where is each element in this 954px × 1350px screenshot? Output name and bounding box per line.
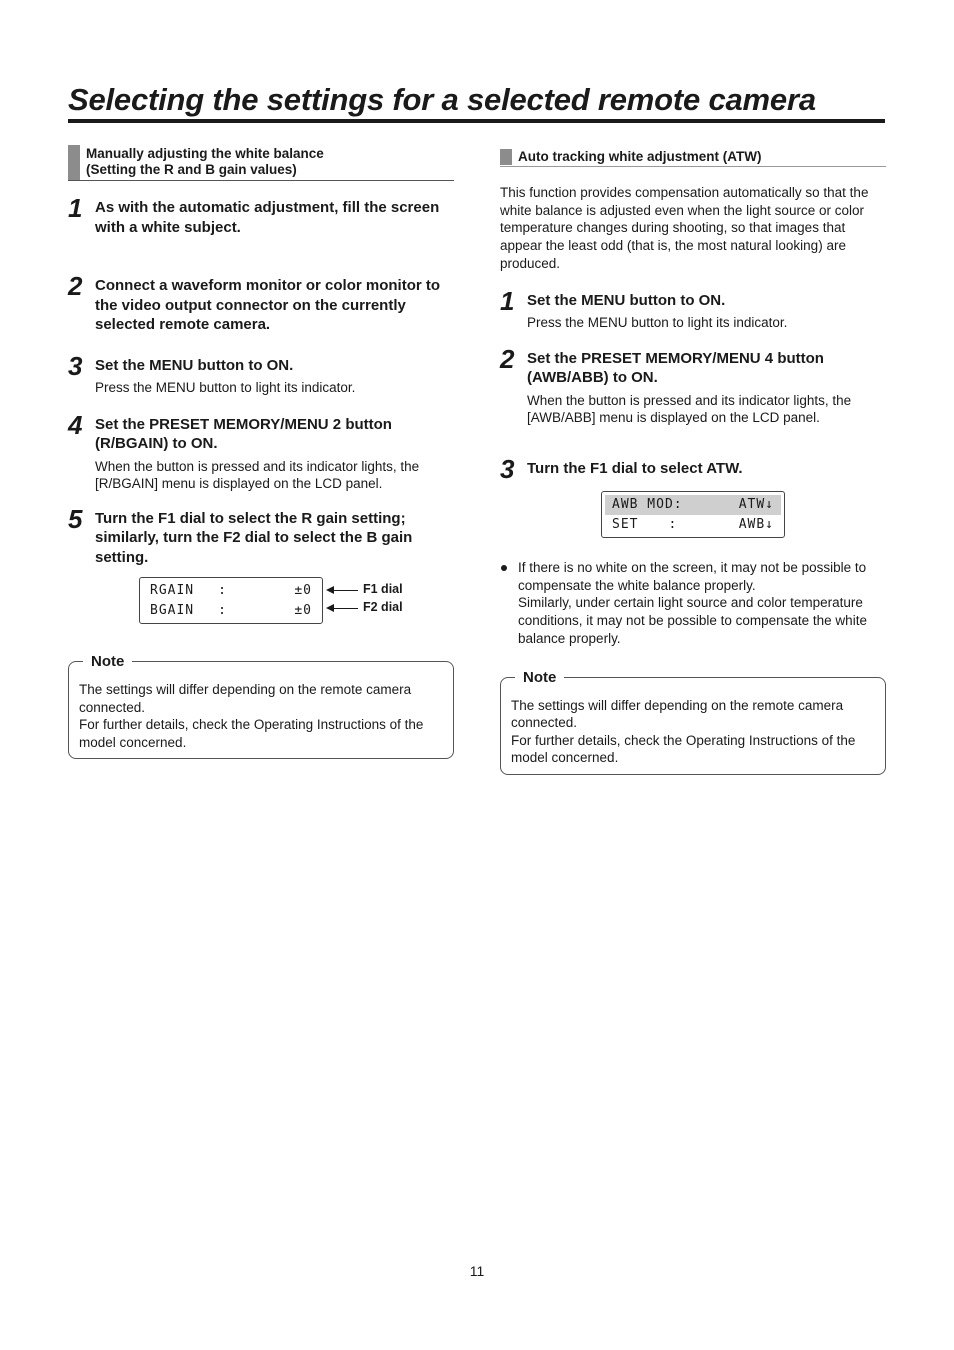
- lcd-label-awb-mode: AWB MOD:: [612, 497, 683, 513]
- step-1: [68, 193, 454, 237]
- step-description: When the button is pressed and its indicator lights, the [AWB/ABB] menu is displayed on the LCD panel.: [527, 392, 852, 426]
- step-2: [68, 271, 454, 335]
- lcd-separator: :: [668, 517, 678, 533]
- f1-dial-arrow: [328, 590, 358, 591]
- lcd-figure-rbgain: [68, 577, 454, 625]
- note-text: For further details, check the Operating Instructions of the model concerned.: [79, 717, 424, 750]
- step-number: 3: [68, 350, 83, 381]
- step-heading: Turn the F1 dial to select the R gain setting; similarly, turn the F2 dial to select the B gain setting.: [95, 509, 413, 566]
- step-number: 4: [68, 409, 83, 440]
- lcd-row-rgain: [150, 581, 312, 601]
- lcd-row-awb-mode: [605, 495, 781, 515]
- section-heading-atw: [500, 147, 886, 167]
- lcd-label-rgain: RGAIN: [150, 583, 195, 598]
- step-heading: Set the PRESET MEMORY/MENU 2 button (R/BGAIN) to ON.: [95, 415, 392, 452]
- step-number: 2: [68, 271, 83, 301]
- step-number: 1: [500, 285, 515, 316]
- bullet-text: Similarly, under certain light source and color temperature conditions, it may not be possible to compensate the white balance properly.: [518, 595, 867, 646]
- step-number: 1: [68, 193, 83, 223]
- step-4: [68, 409, 454, 493]
- step-heading: As with the automatic adjustment, fill the screen with a white subject.: [95, 199, 440, 236]
- lcd-label-set: SET: [612, 517, 639, 533]
- step-description: Press the MENU button to light its indicator.: [95, 380, 356, 395]
- lcd-value-bgain: ±0: [294, 603, 312, 618]
- step-2: [500, 343, 886, 427]
- step-1: [500, 285, 886, 332]
- note-text: The settings will differ depending on the remote camera connected.: [511, 697, 844, 731]
- section-marker: [68, 145, 80, 180]
- right-column: [500, 145, 886, 775]
- bullet-text: If there is no white on the screen, it may not be possible to compensate the white balance properly.: [518, 560, 867, 593]
- lcd-value-rgain: ±0: [294, 583, 312, 598]
- section-heading-line2: (Setting the R and B gain values): [86, 162, 297, 177]
- step-heading: Turn the F1 dial to select ATW.: [527, 459, 743, 477]
- note-title: Note: [83, 652, 132, 672]
- page-title: Selecting the settings for a selected remote camera: [68, 82, 816, 117]
- step-description: Press the MENU button to light its indicator.: [527, 315, 788, 331]
- step-description: When the button is pressed and its indicator lights, the [R/BGAIN] menu is displayed on the LCD panel.: [95, 458, 420, 491]
- f1-dial-label: F1 dial: [363, 582, 403, 596]
- lcd-panel-rbgain: [139, 577, 323, 624]
- page-number: 11: [469, 1263, 485, 1279]
- step-heading: Set the PRESET MEMORY/MENU 4 button (AWB/ABB) to ON.: [527, 349, 824, 387]
- step-number: 5: [68, 503, 83, 534]
- step-5: [68, 503, 454, 568]
- lcd-label-bgain: BGAIN: [150, 603, 195, 618]
- lcd-separator: :: [218, 603, 227, 618]
- note-box-right: [500, 668, 886, 775]
- section-heading-line1: Manually adjusting the white balance: [86, 146, 324, 161]
- step-number: 2: [500, 343, 515, 374]
- section-heading-text: Auto tracking white adjustment (ATW): [518, 149, 762, 164]
- note-box-left: [68, 653, 454, 759]
- f2-dial-arrow: [328, 608, 358, 609]
- lcd-row-set: [612, 515, 774, 535]
- lcd-figure-awb: [500, 491, 886, 539]
- note-text: The settings will differ depending on the remote camera connected.: [79, 682, 412, 715]
- step-heading: Set the MENU button to ON.: [95, 356, 294, 374]
- title-rule: [68, 119, 885, 123]
- step-number: 3: [500, 453, 515, 484]
- left-column: [68, 145, 454, 759]
- atw-intro: This function provides compensation automatically so that the white balance is adjusted even when the light source or color temperature changes during shooting, so that images that appear the least odd (that is, the most natural looking) are produced.: [500, 185, 869, 271]
- caution-bullet: [500, 559, 886, 648]
- f2-dial-label: F2 dial: [363, 600, 403, 614]
- section-marker: [500, 149, 512, 165]
- step-3: [500, 453, 886, 484]
- lcd-separator: :: [218, 583, 227, 598]
- step-3: [68, 350, 454, 397]
- note-title: Note: [515, 668, 564, 688]
- bullet-dot: [501, 565, 507, 571]
- step-heading: Set the MENU button to ON.: [527, 291, 726, 309]
- step-heading: Connect a waveform monitor or color monitor to the video output connector on the currently selected remote camera.: [95, 277, 441, 333]
- section-heading-manual-wb: [68, 145, 454, 181]
- lcd-value-awb-mode: ATW↓: [738, 497, 774, 513]
- lcd-panel-awb: [601, 491, 785, 538]
- lcd-value-set: AWB↓: [738, 517, 774, 533]
- note-text: For further details, check the Operating Instructions of the model concerned.: [511, 732, 856, 766]
- lcd-row-bgain: [150, 601, 312, 621]
